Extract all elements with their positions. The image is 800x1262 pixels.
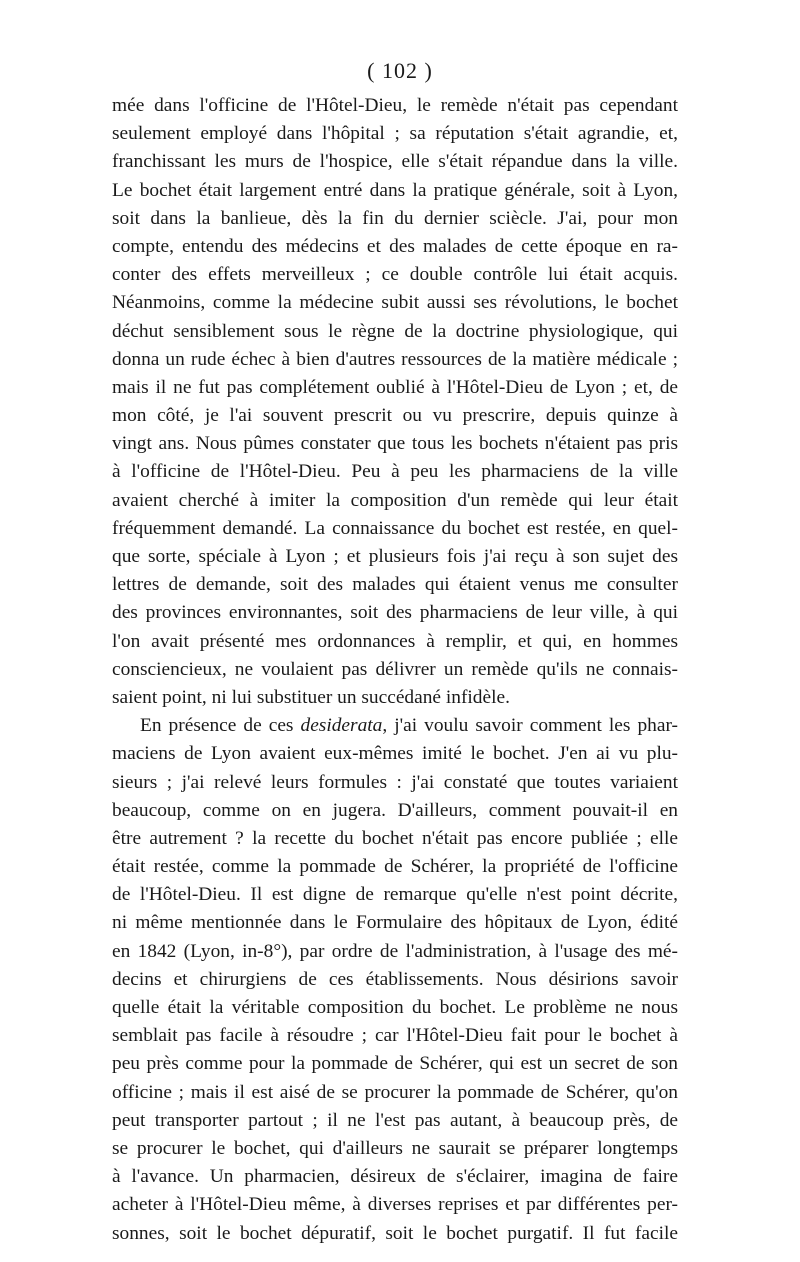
text-line: acheter à l'Hôtel-Dieu même, à diverses reprises et par différentes per- (112, 1194, 678, 1216)
text-line: en 1842 (Lyon, in-8°), par ordre de l'administration, à l'usage des mé- (112, 940, 678, 962)
text-line: peu près comme pour la pommade de Schérer, qui est un secret de son (112, 1053, 678, 1075)
paragraph-1 (112, 92, 678, 712)
text-line: Néanmoins, comme la médecine subit aussi ses révolutions, le bochet (112, 292, 678, 314)
text-line: fréquemment demandé. La connaissance du bochet est restée, en quel- (112, 517, 678, 539)
body-text (112, 92, 678, 1248)
text-line: se procurer le bochet, qui d'ailleurs ne saurait se préparer longtemps (112, 1137, 678, 1159)
text-line: des provinces environnantes, soit des pharmaciens de leur ville, à qui (112, 602, 678, 624)
italic-term: desiderata (300, 715, 383, 737)
text-line: soit dans la banlieue, dès la fin du dernier sciècle. J'ai, pour mon (112, 207, 678, 229)
text-line: compte, entendu des médecins et des malades de cette époque en ra- (112, 235, 678, 257)
text-line: que sorte, spéciale à Lyon ; et plusieurs fois j'ai reçu à son sujet des (112, 546, 678, 567)
text-line: mais il ne fut pas complétement oublié à l'Hôtel-Dieu de Lyon ; et, de (112, 376, 678, 398)
text-line: à l'officine de l'Hôtel-Dieu. Peu à peu les pharmaciens de la ville (112, 461, 678, 483)
text-line: lettres de demande, soit des malades qui étaient venus me consulter (112, 574, 678, 596)
text-line: de l'Hôtel-Dieu. Il est digne de remarque qu'elle n'est point décrite, (112, 884, 678, 906)
text-line: mon côté, je l'ai souvent prescrit ou vu prescrire, depuis quinze à (112, 405, 678, 427)
text-line: saient point, ni lui substituer un succédané infidèle. (112, 686, 510, 708)
page-number: ( 102 ) (367, 58, 433, 83)
text-line: peut transporter partout ; il ne l'est pas autant, à beaucoup près, de (112, 1109, 678, 1131)
text-line: à l'avance. Un pharmacien, désireux de s'éclairer, imagina de faire (112, 1166, 678, 1188)
text-line: mée dans l'officine de l'Hôtel-Dieu, le remède n'était pas cependant (112, 95, 678, 116)
text-line: était restée, comme la pommade de Schérer, la propriété de l'officine (112, 856, 678, 878)
text-line: franchissant les murs de l'hospice, elle s'était répandue dans la ville. (112, 151, 678, 173)
text-line: officine ; mais il est aisé de se procurer la pommade de Schérer, qu'on (112, 1081, 678, 1103)
text-line: quelle était la véritable composition du bochet. Le problème ne nous (112, 997, 678, 1018)
text-line: déchut sensiblement sous le règne de la doctrine physiologique, qui (112, 320, 678, 342)
paragraph-2 (112, 712, 678, 1248)
text-line: beaucoup, comme on en jugera. D'ailleurs, comment pouvait-il en (112, 799, 678, 821)
text-line: sieurs ; j'ai relevé leurs formules : j'ai constaté que toutes variaient (112, 771, 678, 793)
text-line: vingt ans. Nous pûmes constater que tous les bochets n'étaient pas pris (112, 433, 678, 455)
text-line: Le bochet était largement entré dans la pratique générale, soit à Lyon, (112, 179, 678, 201)
text-line: decins et chirurgiens de ces établissements. Nous désirions savoir (112, 968, 678, 990)
text-line: donna un rude échec à bien d'autres ressources de la matière médicale ; (112, 348, 678, 370)
text-line: sonnes, soit le bochet dépuratif, soit le bochet purgatif. Il fut facile (112, 1222, 678, 1244)
text-line: ni même mentionnée dans le Formulaire des hôpitaux de Lyon, édité (112, 912, 678, 934)
text-line: conter des effets merveilleux ; ce double contrôle lui était acquis. (112, 264, 678, 286)
text-line: avaient cherché à imiter la composition d'un remède qui leur était (112, 489, 678, 511)
text-line: être autrement ? la recette du bochet n'était pas encore publiée ; elle (112, 827, 678, 849)
text-line: l'on avait présenté mes ordonnances à remplir, et qui, en hommes (112, 630, 678, 652)
text-line: seulement employé dans l'hôpital ; sa réputation s'était agrandie, et, (112, 123, 678, 145)
text-line: consciencieux, ne voulaient pas délivrer un remède qu'ils ne connais- (112, 658, 678, 680)
text-line-with-italic: En présence de ces desiderata, j'ai voulu savoir comment les phar- (140, 715, 678, 737)
text-line: semblait pas facile à résoudre ; car l'Hôtel-Dieu fait pour le bochet à (112, 1025, 678, 1047)
text-line: maciens de Lyon avaient eux-mêmes imité le bochet. J'en ai vu plu- (112, 743, 678, 765)
